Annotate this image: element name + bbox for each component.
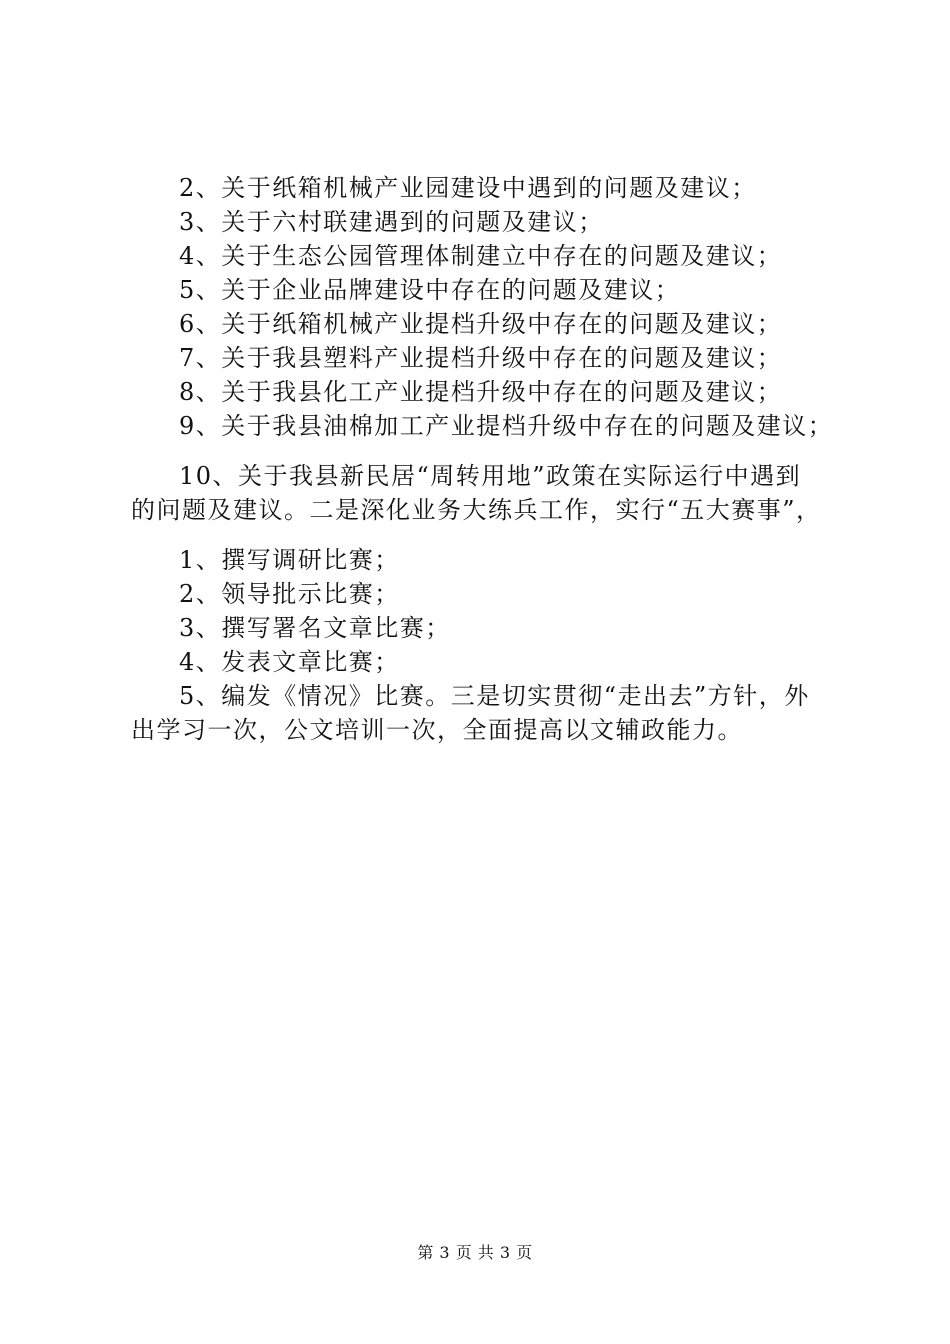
list-item: 3、撰写署名文章比赛；: [179, 614, 451, 642]
list-item: 4、关于生态公园管理体制建立中存在的问题及建议；: [179, 242, 783, 270]
paragraph-10-line-1: 10、关于我县新民居“周转用地”政策在实际运行中遇到: [179, 462, 802, 490]
paragraph-5-line-1: 5、编发《情况》比赛。三是切实贯彻“走出去”方针，外: [179, 682, 810, 710]
list-item: 1、撰写调研比赛；: [179, 546, 400, 574]
list-item: 2、领导批示比赛；: [179, 580, 400, 608]
list-item: 7、关于我县塑料产业提档升级中存在的问题及建议；: [179, 344, 783, 372]
list-item: 9、关于我县油棉加工产业提档升级中存在的问题及建议；: [179, 412, 834, 440]
document-body: [131, 171, 834, 747]
page-number-footer: 第 3 页 共 3 页: [417, 1243, 533, 1262]
paragraph-spacer: [131, 527, 831, 543]
paragraph-10-line-2: 的问题及建议。二是深化业务大练兵工作，实行“五大赛事”，: [131, 496, 822, 524]
list-item: 3、关于六村联建遇到的问题及建议；: [179, 208, 604, 236]
list-item: 6、关于纸箱机械产业提档升级中存在的问题及建议；: [179, 310, 783, 338]
paragraph-spacer: [131, 443, 831, 459]
list-item: 2、关于纸箱机械产业园建设中遇到的问题及建议；: [179, 174, 757, 202]
paragraph-5-line-2: 出学习一次，公文培训一次，全面提高以文辅政能力。: [131, 716, 743, 744]
list-item: 8、关于我县化工产业提档升级中存在的问题及建议；: [179, 378, 783, 406]
list-item: 4、发表文章比赛；: [179, 648, 400, 676]
list-item: 5、关于企业品牌建设中存在的问题及建议；: [179, 276, 681, 304]
